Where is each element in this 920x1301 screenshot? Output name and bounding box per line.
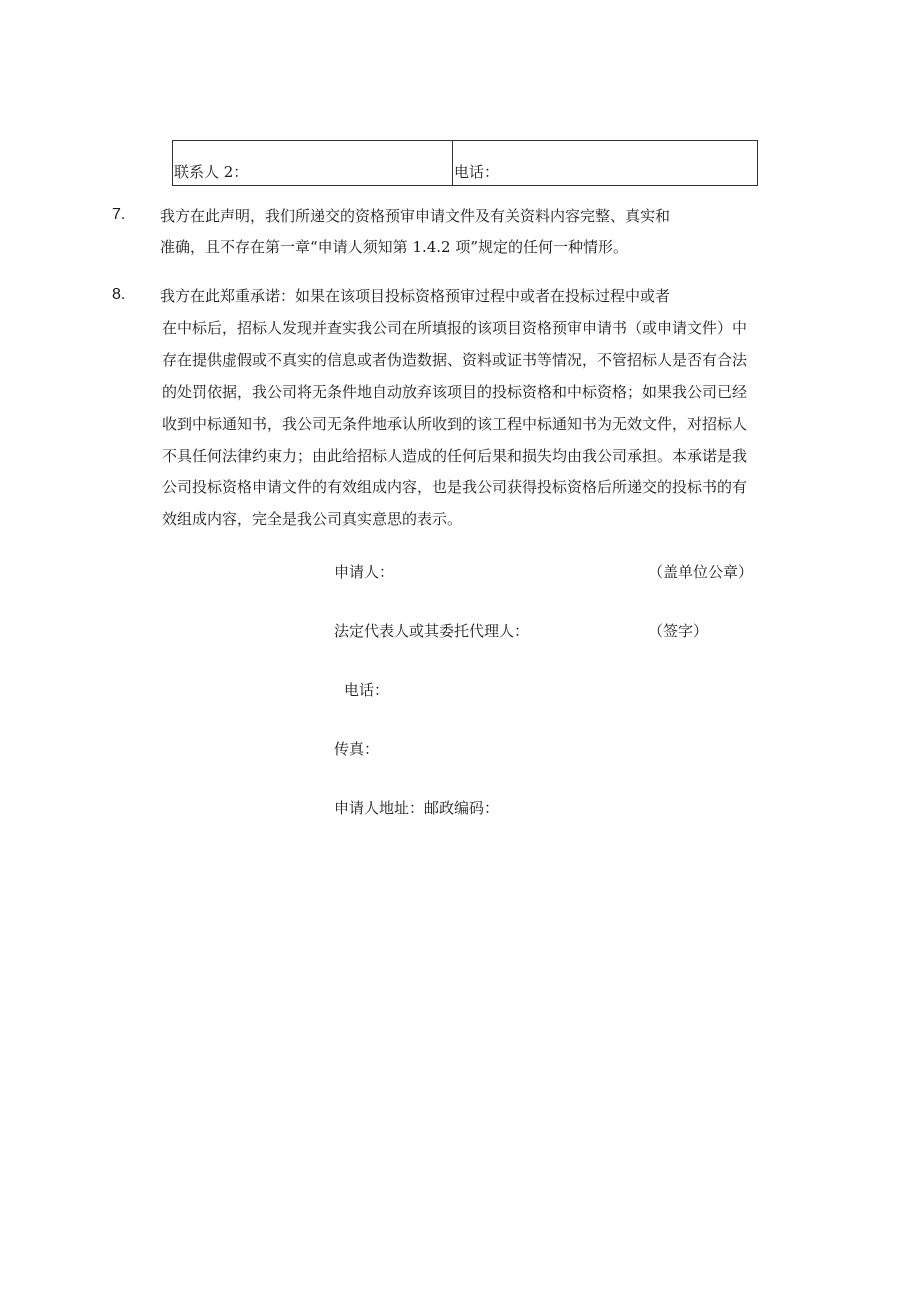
item-8-line: 公司投标资格申请文件的有效组成内容，也是我公司获得投标资格后所递交的投标书的有 (162, 478, 748, 496)
address-postcode-label: 申请人地址：邮政编码： (334, 799, 500, 817)
item-7-line: 我方在此声明，我们所递交的资格预审申请文件及有关资料内容完整、真实和 (160, 207, 671, 225)
item-7-number: 7. (112, 206, 126, 223)
contact-table (172, 140, 758, 186)
fax-label: 传真： (334, 740, 380, 758)
item-8-line: 不具任何法律约束力；由此给招标人造成的任何后果和损失均由我公司承担。本承诺是我 (162, 447, 748, 465)
item-8-line: 收到中标通知书，我公司无条件地承认所收到的该工程中标通知书为无效文件，对招标人 (162, 415, 748, 433)
legal-rep-label: 法定代表人或其委托代理人： (334, 622, 530, 640)
applicant-seal-note: （盖单位公章） (648, 563, 754, 581)
contact-phone-label: 电话： (454, 163, 500, 181)
item-8-line: 效组成内容，完全是我公司真实意思的表示。 (162, 510, 463, 528)
item-8-line: 在中标后，招标人发现并查实我公司在所填报的该项目资格预审申请书（或申请文件）中 (162, 319, 748, 337)
applicant-label: 申请人： (334, 563, 395, 581)
phone-label: 电话： (344, 681, 390, 699)
contact-person-cell (173, 141, 453, 185)
contact-person-label: 联系人 2： (174, 163, 249, 181)
item-8-number: 8. (112, 286, 126, 303)
item-8-line: 存在提供虚假或不真实的信息或者伪造数据、资料或证书等情况，不管招标人是否有合法 (162, 351, 748, 369)
item-7-line: 准确，且不存在第一章“申请人须知第 1.4.2 项”规定的任何一种情形。 (160, 238, 629, 256)
item-8-line: 我方在此郑重承诺：如果在该项目投标资格预审过程中或者在投标过程中或者 (160, 287, 671, 305)
legal-rep-sign-note: （签字） (648, 622, 709, 640)
contact-phone-cell (453, 141, 757, 185)
item-8-line: 的处罚依据，我公司将无条件地自动放弃该项目的投标资格和中标资格；如果我公司已经 (162, 383, 748, 401)
